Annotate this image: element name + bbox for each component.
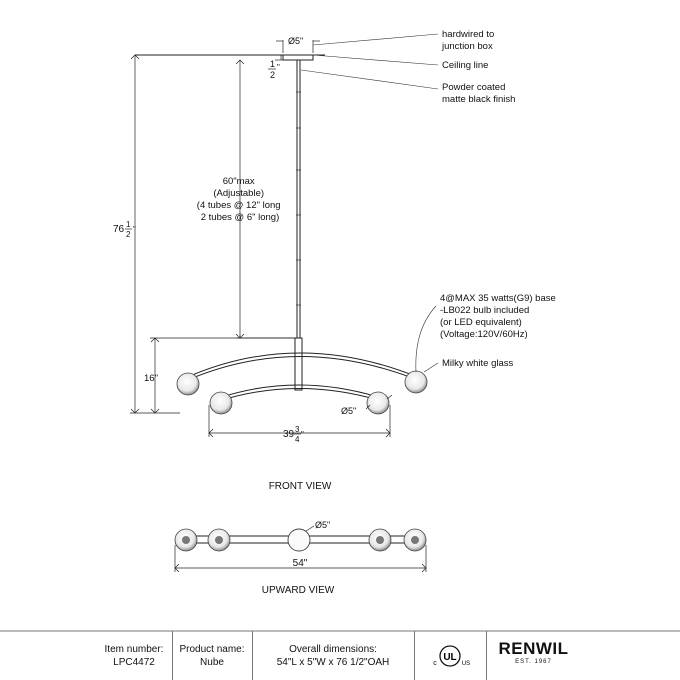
brand-established: EST. 1967 [515, 659, 552, 665]
globe-left-outer [177, 373, 199, 395]
globe-right-outer [405, 371, 427, 393]
canopy-height-tail: " [277, 63, 280, 72]
canopy-height-dimension [268, 55, 283, 80]
center-hub [295, 338, 302, 390]
total-height-num: 1 [126, 220, 131, 229]
bulb-line-1: 4@MAX 35 watts(G9) base [440, 293, 556, 304]
ceiling-line-callout: Ceiling line [442, 60, 489, 71]
body-height-label: 16" [144, 373, 158, 384]
upward-socket-3 [376, 536, 384, 544]
bulb-callout [440, 293, 558, 340]
item-number-label: Item number: [104, 643, 164, 655]
stem-length-line-3: (4 tubes @ 12" long [196, 200, 281, 211]
width-tail: " [301, 430, 304, 439]
glass-callout: Milky white glass [442, 358, 514, 369]
finish-callout [442, 82, 515, 105]
upward-socket-2 [215, 536, 223, 544]
stem-length-line-2: (Adjustable) [213, 188, 265, 199]
total-height-whole: 76 [113, 224, 125, 235]
globe-left-inner [210, 392, 232, 414]
stem-length-line-1: 60"max [222, 176, 255, 187]
width-dimension [209, 405, 390, 444]
front-view [113, 36, 427, 492]
item-number-cell [98, 631, 170, 680]
brand-logo: RENWIL [498, 639, 569, 658]
hardwired-callout [441, 29, 497, 52]
cert-us: US [461, 660, 471, 667]
upward-socket-1 [182, 536, 190, 544]
canopy [283, 55, 313, 60]
stem-length-dimension [197, 60, 296, 338]
ul-listed-icon [428, 643, 472, 669]
globe-diameter-label: Ø5" [341, 406, 357, 416]
dimensions-cell [253, 631, 413, 680]
hardwired-line-2: junction box [442, 41, 493, 52]
width-num: 3 [295, 425, 300, 434]
cert-c: c [433, 659, 437, 667]
certification-cell [415, 631, 485, 680]
product-name-label: Product name: [179, 643, 245, 655]
item-number-value: LPC4472 [113, 656, 155, 668]
canopy-height-num: 1 [270, 59, 276, 69]
hardwired-line-1: hardwired to [442, 29, 495, 40]
width-whole: 39 [283, 429, 295, 440]
upward-canopy [288, 529, 310, 551]
finish-line-1: Powder coated [442, 82, 506, 93]
cert-mark: UL [443, 651, 457, 663]
canopy-height-den: 2 [270, 70, 276, 80]
dimensions-label: Overall dimensions: [289, 643, 377, 655]
finish-line-2: matte black finish [442, 94, 516, 105]
callouts [301, 29, 558, 372]
dimensions-value: 54"L x 5"W x 76 1/2"OAH [276, 656, 390, 668]
total-height-den: 2 [126, 230, 131, 239]
bulb-line-4: (Voltage:120V/60Hz) [440, 329, 528, 340]
lower-arm [222, 385, 378, 397]
upward-socket-4 [411, 536, 419, 544]
bulb-line-2: -LB022 bulb included [440, 305, 530, 316]
brand-cell [487, 631, 580, 680]
bulb-line-3: (or LED equivalent) [440, 317, 522, 328]
total-height-tail: " [133, 225, 136, 234]
canopy-diameter-dimension [276, 36, 320, 53]
stem-length-text [197, 176, 283, 223]
product-name-cell [173, 631, 251, 680]
canopy-diameter-label: Ø5" [288, 36, 304, 46]
upward-canopy-diameter: Ø5" [315, 520, 331, 530]
front-view-label: FRONT VIEW [268, 481, 332, 492]
globe-right-inner [367, 392, 389, 414]
width-den: 4 [295, 435, 300, 444]
upward-view-label: UPWARD VIEW [261, 585, 335, 596]
upward-length-label: 54" [292, 558, 308, 569]
stem-length-line-4: 2 tubes @ 6" long) [200, 212, 280, 223]
upward-view [175, 520, 426, 596]
product-name-value: Nube [200, 656, 224, 668]
total-height-dimension [113, 55, 180, 413]
